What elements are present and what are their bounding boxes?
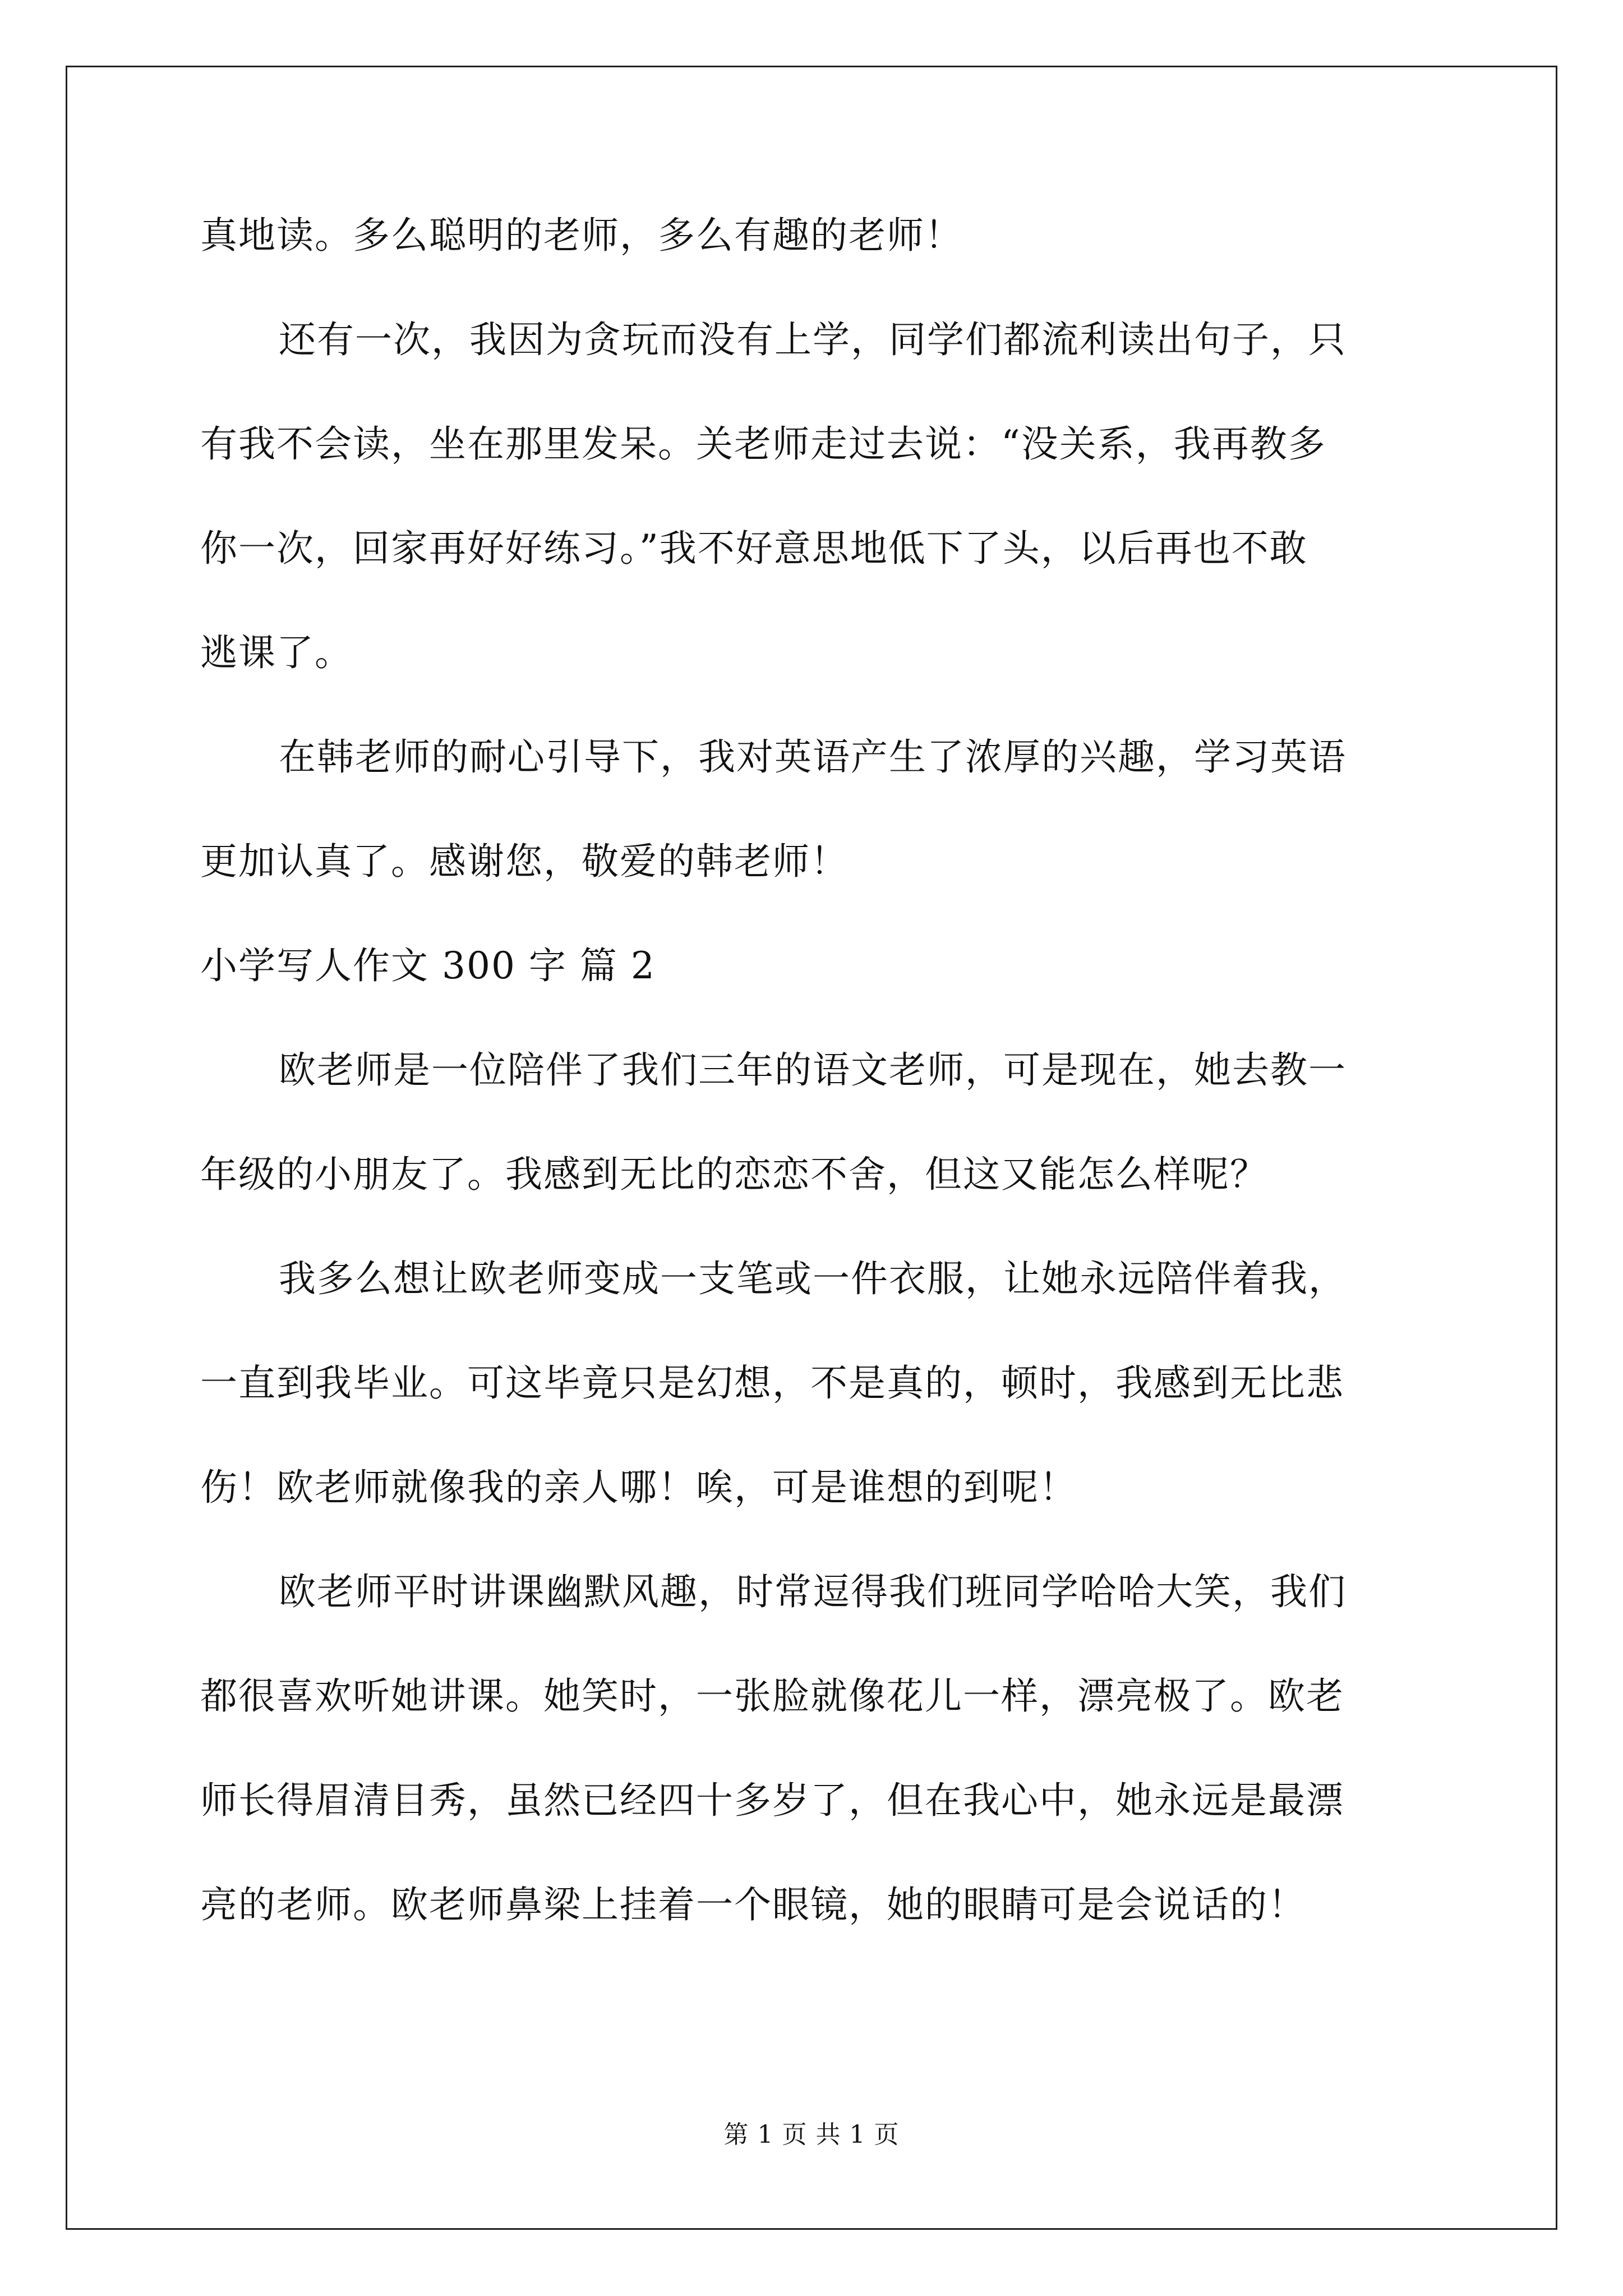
paragraph-line: 你一次，回家再好好练习。”我不好意思地低下了头，以后再也不敢 <box>200 527 1308 570</box>
paragraph-line: 逃课了。 <box>200 631 353 674</box>
paragraph-line: 真地读。多么聪明的老师，多么有趣的老师！ <box>200 214 963 257</box>
paragraph-line: 欧老师是一位陪伴了我们三年的语文老师，可是现在，她去教一 <box>279 1048 1347 1092</box>
paragraph-line: 亮的老师。欧老师鼻梁上挂着一个眼镜，她的眼睛可是会说话的！ <box>200 1883 1306 1926</box>
paragraph-line: 有我不会读，坐在那里发呆。关老师走过去说：“没关系，我再教多 <box>200 422 1326 466</box>
paragraph-line: 欧老师平时讲课幽默风趣，时常逗得我们班同学哈哈大笑，我们 <box>279 1570 1347 1613</box>
paragraph-line: 我多么想让欧老师变成一支笔或一件衣服，让她永远陪伴着我， <box>279 1257 1347 1300</box>
paragraph-line: 伤！欧老师就像我的亲人哪！唉，可是谁想的到呢！ <box>200 1466 1077 1509</box>
paragraph-line: 一直到我毕业。可这毕竟只是幻想，不是真的，顿时，我感到无比悲 <box>200 1361 1344 1405</box>
page-footer: 第 1 页 共 1 页 <box>723 2120 900 2149</box>
paragraph-line: 师长得眉清目秀，虽然已经四十多岁了，但在我心中，她永远是最漂 <box>200 1779 1344 1822</box>
paragraph-line: 在韩老师的耐心引导下，我对英语产生了浓厚的兴趣，学习英语 <box>279 735 1347 779</box>
paragraph-line: 更加认真了。感谢您，敬爱的韩老师！ <box>200 840 849 883</box>
paragraph-line: 年级的小朋友了。我感到无比的恋恋不舍，但这又能怎么样呢？ <box>200 1153 1268 1196</box>
paragraph-line: 还有一次，我因为贪玩而没有上学，同学们都流利读出句子，只 <box>279 318 1347 361</box>
paragraph-line: 都很喜欢听她讲课。她笑时，一张脸就像花儿一样，漂亮极了。欧老 <box>200 1674 1344 1718</box>
section-heading: 小学写人作文 300 字 篇 2 <box>200 944 656 987</box>
